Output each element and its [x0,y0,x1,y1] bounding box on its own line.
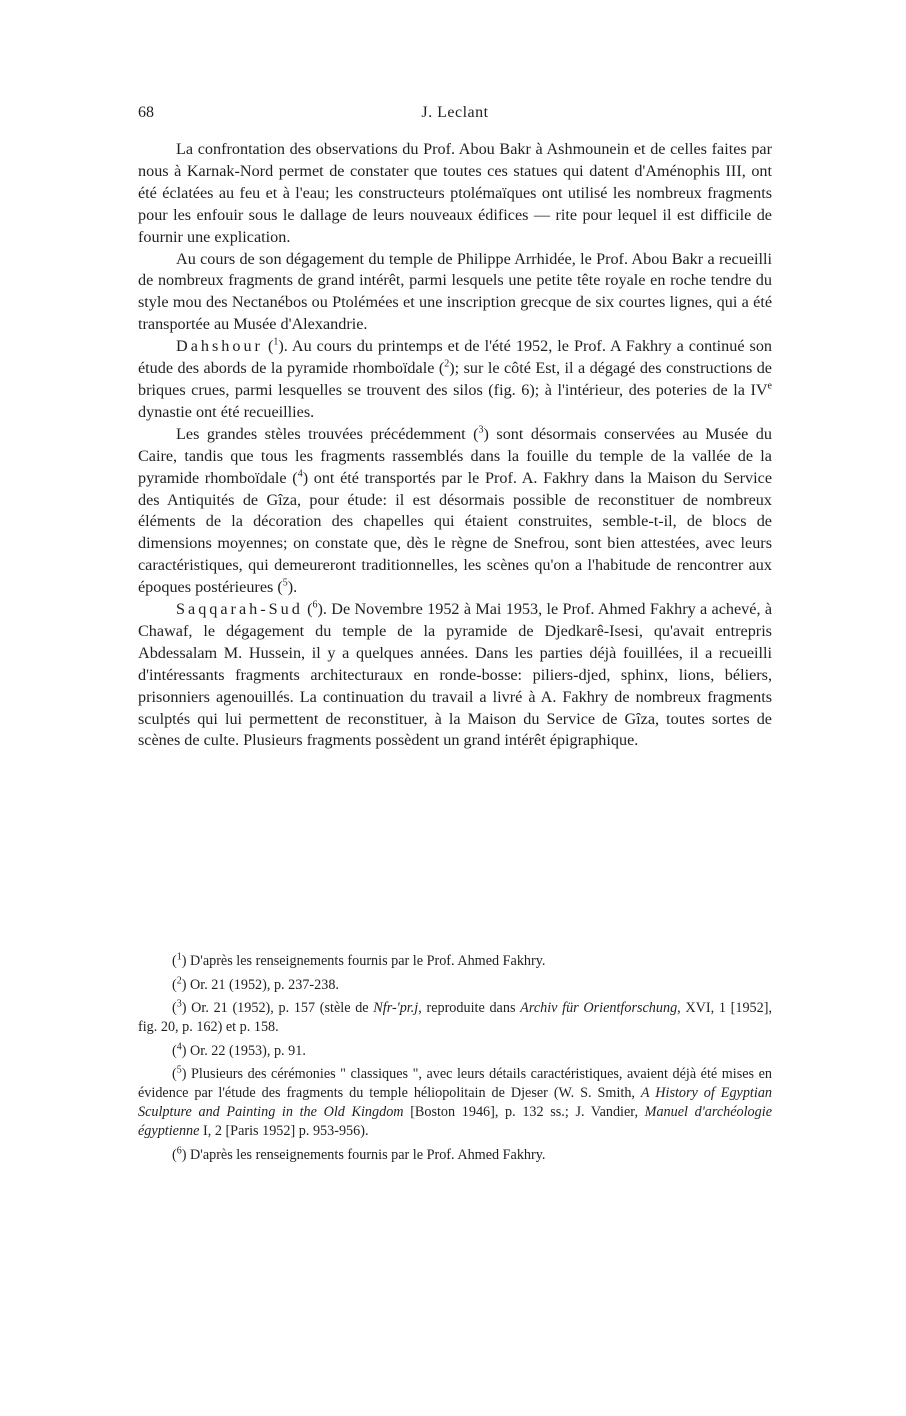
footnote-text: Or. 21 (1952), p. 157 (stèle de [191,1000,374,1016]
footnote-italic: Nfr-'pr.j [373,1000,419,1016]
paragraph-text: ont été transportés par le Prof. A. Fakhry dans la Maison du Service des Antiquités de Gîza, pour étude: il est désormais possible de reconstituer de nombreux éléments de la décoration des chapelles qui étaient construites, semble-t-il, de blocs de dimensions moyennes; on constate que, dès le règne de Snefrou, sont bien attestées, avec leurs caractéristiques, qui demeureront traditionnelles, les scènes qu'on a l'habitude de rencontrer aux époques postérieures [138,468,772,597]
footnote-ref[interactable]: 4 [297,468,303,480]
footnotes [138,952,772,1169]
paragraph-text: sont désormais conservées au Musée du Caire, tandis que tous les fragments rassemblés dans la fouille du temple de la vallée de la pyramide rhomboïdale [138,424,772,487]
running-head: J. Leclant [421,104,489,121]
footnote-ref[interactable]: 3 [478,424,484,436]
paragraph-steles: Les grandes stèles trouvées précédemment ($^3$) sont désormais conservées au Musée du Caire, tandis que tous les fragments rassemblés dans la fouille du temple de la vallée de la pyramide rhomboïdale ($^4$) ont été transportés par le Prof. A. Fakhry dans la Maison du Service des Antiquités de Gîza, pour étude: il est désormais possible de reconstituer de nombreux éléments de la décoration des chapelles qui étaient construites, semble-t-il, de blocs de dimensions moyennes; on constate que, dès le règne de Snefrou, sont bien attestées, avec leurs caractéristiques, qui demeureront traditionnelles, les scènes qu'on a l'habitude de rencontrer aux époques postérieures ($^5$). [138,424,772,597]
paragraph-philippe-arrhidee: Au cours de son dégagement du temple de Philippe Arrhidée, le Prof. Abou Bakr a recueilli de nombreux fragments de grand intérêt, parmi lesquels une petite tête royale en roche tendre du style mou des Nectanébos ou Ptolémées et une inscription grecque de six courtes lignes, qui a été transportée au Musée d'Alexandrie. [138,249,772,334]
footnote-text: I, 2 [Paris 1952] p. 953-956). [199,1123,369,1139]
paragraph-ashmounein: La confrontation des observations du Prof. Abou Bakr à Ashmounein et de celles faites par nous à Karnak-Nord permet de constater que toutes ces statues qui datent d'Aménophis III, ont été éclatées au feu et à l'eau; les constructeurs ptolémaïques ont utilisé les nombreux fragments pour les enfouir sous le dallage de leurs nouveaux édifices — rite pour lequel il est difficile de fournir une explication. [138,140,772,246]
paragraph-text: Les grandes stèles trouvées précédemment [176,424,466,443]
page-number: 68 [138,104,154,121]
footnote-ref[interactable]: 2 [444,358,450,370]
footnote-italic: A History of Egyptian Sculpture and Painting in the Old Kingdom [138,1085,773,1120]
footnote-mark: 4 [176,1040,182,1052]
dynasty-superscript: e [767,380,772,392]
footnote-text: Plusieurs des cérémonies " classiques ", avec leurs détails caractéristiques, avaient déjà été mises en évidence par l'étude des fragments du temple héliopolitain de Djeser (W. S. Smith, [138,1066,772,1101]
paragraph-text: . [293,578,298,597]
footnote-text: Or. 21 (1952), p. 237-238. [190,976,339,993]
footnote-text: , reproduite dans [418,1000,521,1016]
footnote-2: ($^2$) Or. 21 (1952), p. 237-238. [172,974,339,993]
paragraph-text: ; sur le côté Est, il a dégagé des constructions de briques crues, parmi lesquelles se trouvent des silos (fig. 6); à l'intérieur, des poteries de la IV [138,359,772,399]
footnote-text: Or. 22 (1953), p. 91. [190,1042,306,1059]
paragraph-text: dynastie ont été recueillies. [138,402,315,421]
paragraph-dahshour: Dahshour ($^1$). Au cours du printemps et de l'été 1952, le Prof. A Fakhry a continué son étude des abords de la pyramide rhomboïdale ($^2$); sur le côté Est, il a dégagé des constructions de briques crues, parmi lesquelles se trouvent des silos (fig. 6); à l'intérieur, des poteries de la IVe dynastie ont été recueillies. [138,336,773,421]
footnote-mark: 1 [176,951,182,963]
footnote-mark: 3 [176,998,182,1010]
footnote-italic: Archiv für Orientforschung [520,1000,678,1016]
main-text [138,139,772,752]
site-heading-dahshour: Dahshour [176,337,263,356]
paragraph-text: . De Novembre 1952 à Mai 1953, le Prof. Ahmed Fakhry a achevé, à Chawaf, le dégagement du temple de la pyramide de Djedkarê-Isesi, qu'avait entrepris Abdessalam M. Hussein, il y a quelques années. Dans les parties déjà fouillées, il a recueilli d'intéressants fragments architecturaux en ronde-bosse: piliers-djed, sphinx, lions, béliers, prisonniers agenouillés. La continuation du travail a livré à A. Fakhry de nombreux fragments sculptés qui lui permettent de reconstituer, à la Maison du Service de Gîza, toutes sortes de scènes de culte. Plusieurs fragments possèdent un grand intérêt épigraphique. [138,600,772,750]
footnote-3: ($^3$) Or. 21 (1952), p. 157 (stèle de Nfr-'pr.j, reproduite dans Archiv für Orientforschung, XVI, 1 [1952], fig. 20, p. 162) et p. 158. [138,998,773,1035]
footnote-ref[interactable]: 5 [282,577,288,589]
footnote-text: D'après les renseignements fournis par le Prof. Ahmed Fakhry. [190,1146,546,1163]
footnote-text: D'après les renseignements fournis par le Prof. Ahmed Fakhry. [190,953,546,969]
page-header [138,104,772,128]
site-heading-saqqarah-sud: Saqqarah-Sud [176,600,303,619]
footnote-ref[interactable]: 6 [312,599,318,611]
footnote-4: ($^4$) Or. 22 (1953), p. 91. [172,1040,306,1059]
footnote-text: , XVI, 1 [1952], fig. 20, p. 162) et p. 158. [138,1000,773,1035]
footnote-6: ($^6$) D'après les renseignements fournis par le Prof. Ahmed Fakhry. [172,1144,546,1163]
footnote-ref[interactable]: 1 [273,336,279,348]
footnote-italic: Manuel d'archéologie égyptienne [138,1104,772,1139]
footnote-1: ($^1$) D'après les renseignements fournis par le Prof. Ahmed Fakhry. [172,951,546,969]
paragraph-saqqarah-sud: Saqqarah-Sud ($^6$). De Novembre 1952 à Mai 1953, le Prof. Ahmed Fakhry a achevé, à Chawaf, le dégagement du temple de la pyramide de Djedkarê-Isesi, qu'avait entrepris Abdessalam M. Hussein, il y a quelques années. Dans les parties déjà fouillées, il a recueilli d'intéressants fragments architecturaux en ronde-bosse: piliers-djed, sphinx, lions, béliers, prisonniers agenouillés. La continuation du travail a livré à A. Fakhry de nombreux fragments sculptés qui lui permettent de reconstituer, à la Maison du Service de Gîza, toutes sortes de scènes de culte. Plusieurs fragments possèdent un grand intérêt épigraphique. [138,599,772,750]
footnote-mark: 5 [176,1064,182,1076]
footnote-mark: 6 [176,1144,182,1156]
paragraph-text: . Au cours du printemps et de l'été 1952, le Prof. A Fakhry a continué son étude des abords de la pyramide rhomboïdale [138,337,773,378]
footnote-mark: 2 [176,974,182,986]
footnote-text: [Boston 1946], p. 132 ss.; J. Vandier, [403,1104,645,1120]
footnote-5: ($^5$) Plusieurs des cérémonies " classiques ", avec leurs détails caractéristiques, avaient déjà été mises en évidence par l'étude des fragments du temple héliopolitain de Djeser (W. S. Smith, A History of Egyptian Sculpture and Painting in the Old Kingdom [Boston 1946], p. 132 ss.; J. Vandier, Manuel d'archéologie égyptienne I, 2 [Paris 1952] p. 953-956). [138,1064,773,1139]
